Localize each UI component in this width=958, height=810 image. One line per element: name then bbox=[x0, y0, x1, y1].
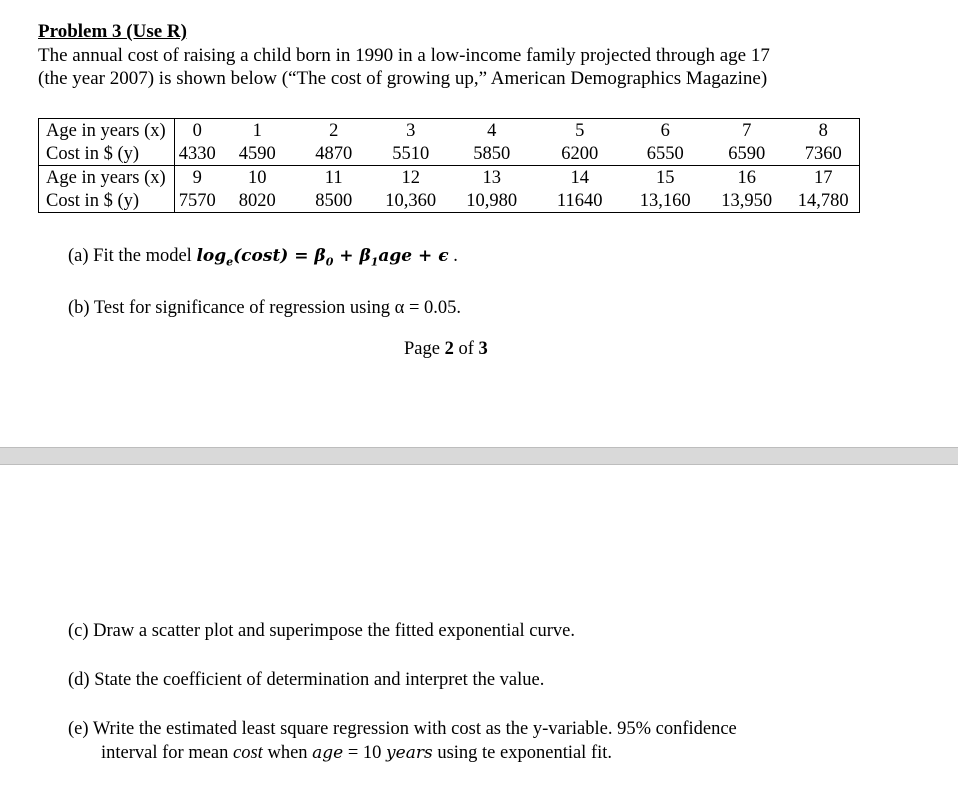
cost-cell: 4590 bbox=[238, 143, 276, 164]
page-number-middle: of bbox=[453, 339, 479, 359]
question-d: (d) State the coefficient of determination and interpret the value. bbox=[68, 670, 545, 690]
intro-line-2: (the year 2007) is shown below (“The cost of growing up,” American Demographics Magazine) bbox=[38, 68, 768, 89]
problem-intro bbox=[38, 44, 938, 90]
age-cell: 12 bbox=[373, 166, 449, 190]
question-c: (c) Draw a scatter plot and superimpose the fitted exponential curve. bbox=[68, 621, 576, 641]
age-cell: 5 bbox=[575, 120, 585, 141]
cost-cell: 4330 bbox=[178, 143, 216, 164]
e-age-var: age bbox=[312, 743, 344, 763]
e-text-post: using te exponential fit. bbox=[432, 743, 613, 763]
cost-cell: 7570 bbox=[178, 190, 216, 211]
cost-cell: 13,950 bbox=[721, 190, 773, 211]
e-eq: = 10 bbox=[343, 743, 387, 763]
cost-cell: 5510 bbox=[392, 143, 430, 164]
question-a-end: . bbox=[448, 246, 458, 266]
document-page-2 bbox=[0, 465, 958, 810]
model-log-base: e bbox=[226, 255, 234, 269]
age-cell: 1 bbox=[252, 120, 262, 141]
data-table bbox=[38, 118, 860, 213]
table-row bbox=[39, 142, 860, 166]
cost-cell: 10,360 bbox=[385, 190, 437, 211]
cost-row-label: Cost in $ (y) bbox=[39, 142, 175, 166]
model-beta0-sub: 0 bbox=[325, 255, 334, 269]
cost-cell: 10,980 bbox=[466, 190, 518, 211]
age-cell: 11 bbox=[295, 166, 373, 190]
table-row bbox=[39, 119, 860, 143]
problem-title: Problem 3 (Use R) bbox=[38, 21, 187, 42]
table-row bbox=[39, 166, 860, 190]
cost-cell: 7360 bbox=[804, 143, 842, 164]
cost-cell: 6590 bbox=[728, 143, 766, 164]
e-text-pre: interval for mean bbox=[101, 743, 234, 763]
cost-cell: 4870 bbox=[315, 143, 353, 164]
model-rest: (cost) = β bbox=[233, 246, 326, 266]
cost-cell: 8500 bbox=[315, 190, 353, 211]
cost-cell: 5850 bbox=[473, 143, 511, 164]
e-cost-var: cost bbox=[233, 743, 263, 763]
age-cell: 7 bbox=[742, 120, 752, 141]
table-row bbox=[39, 189, 860, 213]
age-row-label: Age in years (x) bbox=[39, 166, 175, 190]
model-plus: + β bbox=[333, 246, 371, 266]
cost-cell: 8020 bbox=[238, 190, 276, 211]
age-cell: 10 bbox=[220, 166, 295, 190]
age-cell: 0 bbox=[192, 120, 202, 141]
cost-cell: 6200 bbox=[561, 143, 599, 164]
cost-cell: 13,160 bbox=[639, 190, 691, 211]
age-cell: 14 bbox=[535, 166, 625, 190]
intro-line-1: The annual cost of raising a child born in 1990 in a low-income family projected through age 17 bbox=[38, 45, 770, 66]
cost-cell: 14,780 bbox=[797, 190, 849, 211]
age-cell: 9 bbox=[174, 166, 220, 190]
age-cell: 8 bbox=[818, 120, 828, 141]
cost-row-label: Cost in $ (y) bbox=[39, 189, 175, 213]
e-years-var: years bbox=[386, 743, 433, 763]
age-cell: 2 bbox=[329, 120, 339, 141]
model-log: log bbox=[196, 246, 227, 266]
age-cell: 17 bbox=[788, 166, 860, 190]
age-cell: 16 bbox=[706, 166, 788, 190]
question-a bbox=[68, 245, 458, 273]
question-b: (b) Test for significance of regression using α = 0.05. bbox=[68, 298, 462, 318]
e-text-when: when bbox=[262, 743, 313, 763]
age-row-label: Age in years (x) bbox=[39, 119, 175, 143]
page-number-total: 3 bbox=[478, 339, 488, 359]
page-number-current: 2 bbox=[444, 339, 454, 359]
model-beta1-sub: 1 bbox=[370, 255, 379, 269]
question-e-line-2 bbox=[101, 742, 612, 765]
cost-cell: 6550 bbox=[646, 143, 684, 164]
age-cell: 15 bbox=[625, 166, 706, 190]
age-cell: 6 bbox=[660, 120, 670, 141]
question-e-line-1: (e) Write the estimated least square regression with cost as the y-variable. 95% confidence bbox=[68, 719, 737, 739]
page-number-prefix: Page bbox=[404, 339, 445, 359]
model-equation bbox=[196, 246, 449, 269]
age-cell: 13 bbox=[449, 166, 535, 190]
question-a-prefix: (a) Fit the model bbox=[68, 246, 197, 266]
cost-cell: 11640 bbox=[556, 190, 603, 211]
page-number bbox=[404, 339, 488, 360]
model-tail: age + ϵ bbox=[378, 246, 449, 266]
page-break-separator bbox=[0, 447, 958, 465]
age-cell: 4 bbox=[487, 120, 497, 141]
age-cell: 3 bbox=[406, 120, 416, 141]
